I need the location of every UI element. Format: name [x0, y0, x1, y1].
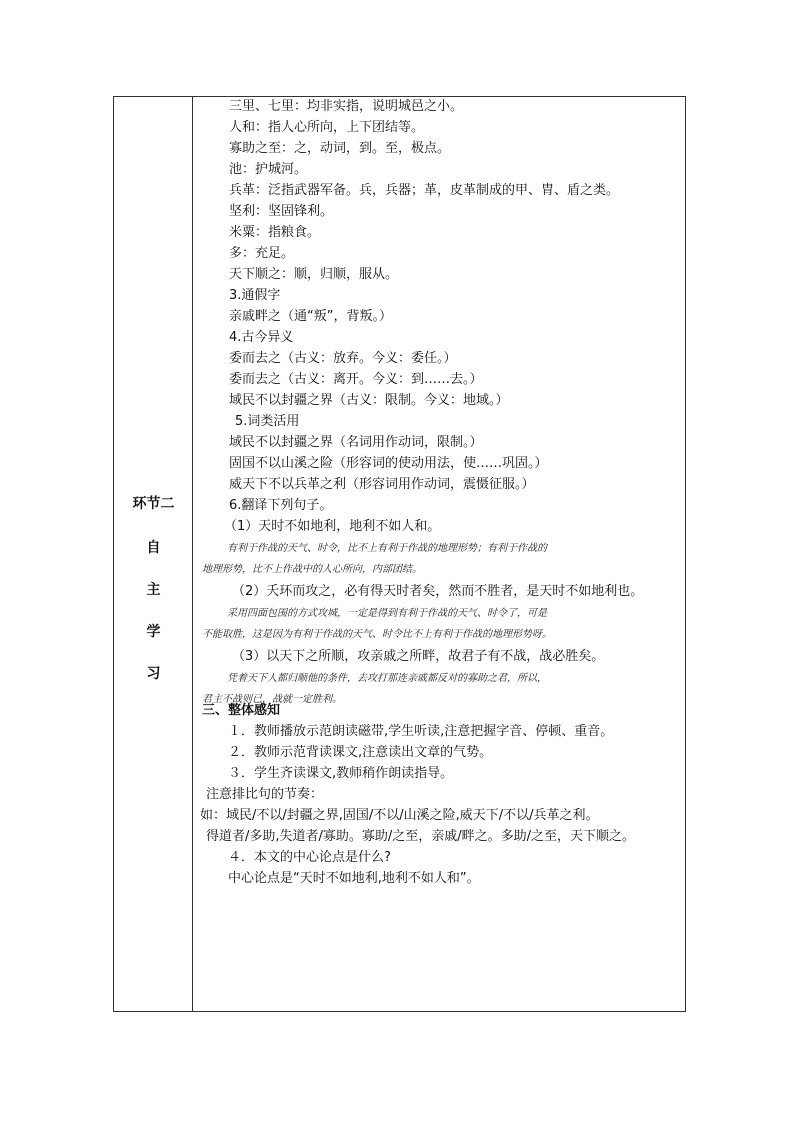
step-item: ３．学生齐读课文,教师稍作朗读指导。: [228, 766, 454, 781]
question-item: ４．本文的中心论点是什么?: [228, 850, 391, 865]
step-item: １．教师播放示范朗读磁带,学生听读,注意把握字音、停顿、重音。: [228, 724, 614, 739]
section-char: 学: [146, 624, 161, 640]
handwritten-answer: 地理形势，比不上作战中的人心所向，内部团结。: [202, 564, 422, 575]
handwritten-answer: 不能取胜，这是因为有利于作战的天气、时令比不上有利于作战的地理形势呀。: [202, 629, 552, 640]
rhythm-example: 如：域民/不以/封疆之界,固国/不以/山溪之险,威天下/不以/兵革之利。: [200, 808, 599, 823]
subsection-title: 6.翻译下列句子。: [229, 498, 333, 513]
text-line: 固国不以山溪之险（形容词的使动用法，使……巩固。）: [229, 456, 548, 471]
text-line: 域民不以封疆之界（名词用作动词，限制。）: [229, 435, 483, 450]
text-line: 委而去之（古义：离开。今义：到……去。）: [229, 372, 483, 387]
section-heading: 三、整体感知: [202, 703, 281, 718]
answer-text: 中心论点是“天时不如地利,地利不如人和”。: [228, 871, 480, 886]
handwritten-answer: 采用四面包围的方式攻城，一定是得到有利于作战的天气、时令了，可是: [227, 608, 547, 619]
subsection-title: 3.通假字: [229, 288, 281, 303]
step-item: ２．教师示范背读课文,注意读出文章的气势。: [228, 745, 493, 760]
rhythm-note: 注意排比句的节奏：: [206, 787, 324, 802]
section-char: 主: [146, 582, 161, 598]
section-column: [114, 97, 193, 1011]
text-line: 米粟：指粮食。: [229, 225, 321, 240]
text-line: 人和：指人心所向，上下团结等。: [229, 120, 425, 135]
content-cell: [194, 97, 686, 1011]
text-line: 兵革：泛指武器军备。兵，兵器；革，皮革制成的甲、胄、盾之类。: [229, 183, 620, 198]
text-line: 池：护城河。: [229, 162, 308, 177]
sentence-3: （3）以天下之所顺，攻亲戚之所畔，故君子有不战，战必胜矣。: [232, 649, 605, 664]
handwritten-answer: 君主不战则已，战就一定胜利。: [202, 694, 342, 705]
rhythm-example: 得道者/多助,失道者/寡助。寡助/之至，亲戚/畔之。多助/之至，天下顺之。: [206, 829, 636, 844]
section-label: 环节二: [132, 496, 175, 512]
text-line: 坚利：坚固锋利。: [229, 204, 334, 219]
section-char: 自: [146, 540, 161, 556]
text-line: 域民不以封疆之界（古义：限制。今义：地域。）: [229, 393, 509, 408]
sentence-1: （1）天时不如地利，地利不如人和。: [224, 519, 441, 534]
text-line: 天下顺之：顺，归顺，服从。: [229, 267, 399, 282]
text-line: 寡助之至：之，动词，到。至，极点。: [229, 141, 451, 156]
text-line: 三里、七里：均非实指，说明城邑之小。: [229, 99, 464, 114]
sentence-2: （2）夭环而攻之，必有得天时者矣，然而不胜者，是天时不如地利也。: [232, 584, 644, 599]
section-char: 习: [146, 666, 161, 682]
text-line: 委而去之（古义：放弃。今义：委任。）: [229, 351, 457, 366]
subsection-title: 4.古今异义: [229, 330, 294, 345]
lesson-table: [113, 96, 686, 1012]
text-line: 亲戚畔之（通“叛”，背叛。）: [229, 309, 392, 324]
text-line: 多：充足。: [229, 246, 295, 261]
subsection-title: 5.词类活用: [235, 414, 300, 429]
text-line: 威天下不以兵革之利（形容词用作动词，震慑征服。）: [229, 477, 535, 492]
handwritten-answer: 有利于作战的天气、时令，比不上有利于作战的地理形势；有利于作战的: [227, 543, 547, 554]
handwritten-answer: 凭着天下人都归顺他的条件，去攻打那连亲戚都反对的寡助之君，所以，: [227, 673, 547, 684]
